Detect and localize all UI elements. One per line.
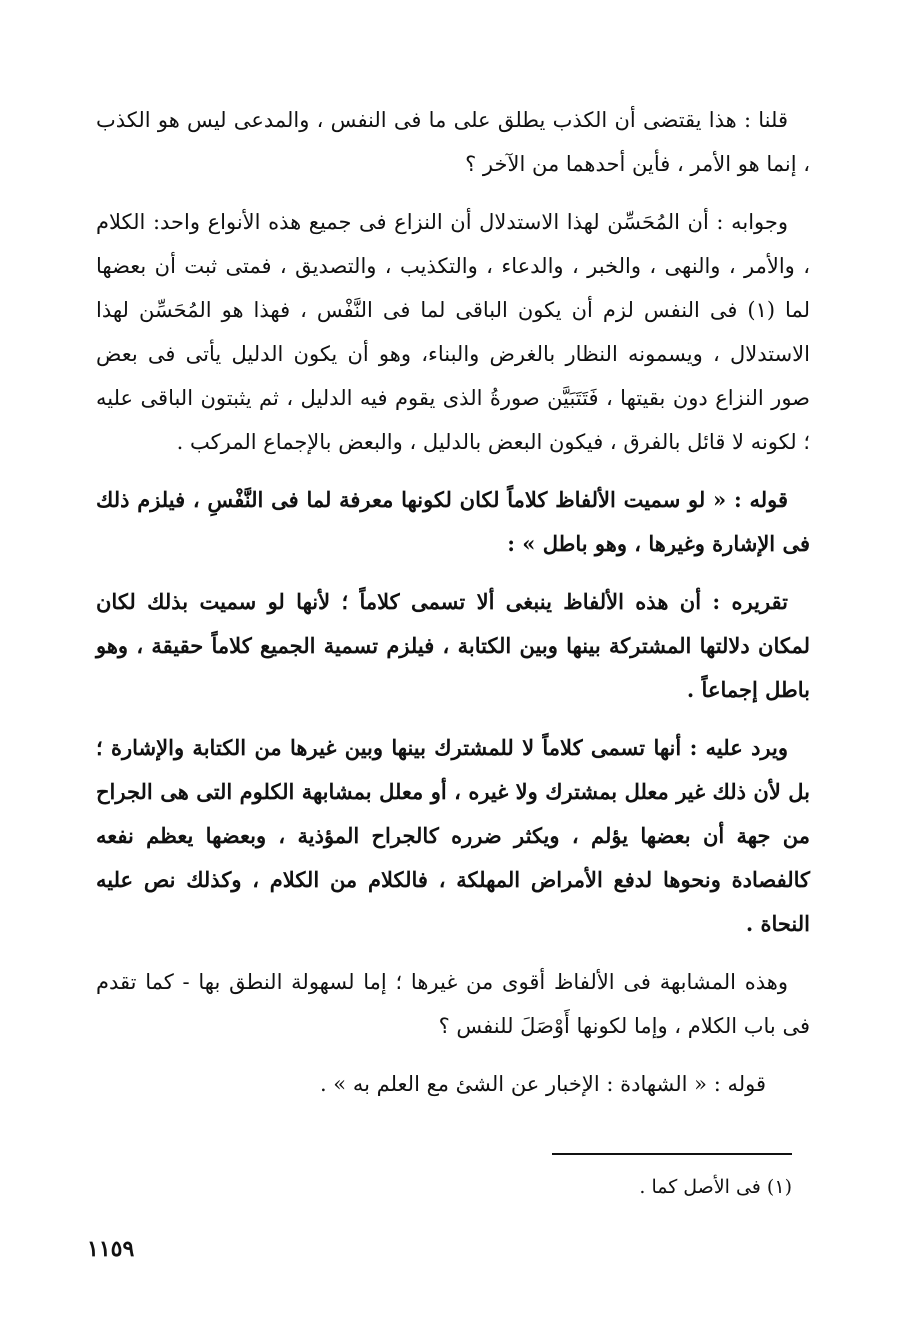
paragraph-yaridu: ويرد عليه : أنها تسمى كلاماً لا للمشترك بينها وبين غيرها من الكتابة والإشارة ؛ بل لأن ذلك غير معلل بمشترك ولا غيره ، أو معلل بمشابهة الكلوم التى هى الجراح من جهة أن بعضها يؤلم ، ويكثر ضرره كالجراح المؤذية ، وبعضها يعظم نفعه كالفصادة ونحوها لدفع الأمراض المهلكة ، فالكلام من الكلام ، وكذلك نص عليه النحاة . [96, 735, 810, 936]
paragraph-qawluh-shahada: قوله : « الشهادة : الإخبار عن الشئ مع العلم به » . [319, 1072, 766, 1096]
paragraph-mushabaha: وهذه المشابهة فى الألفاظ أقوى من غيرها ؛ إما لسهولة النطق بها - كما تقدم فى باب الكلام ، وإما لكونها أَوْصَلَ للنفس ؟ [96, 970, 810, 1038]
footnote: (١) فى الأصل كما . [639, 1176, 792, 1198]
paragraph-qulna: قلنا : هذا يقتضى أن الكذب يطلق على ما فى النفس ، والمدعى ليس هو الكذب ، إنما هو الأمر ، فأين أحدهما من الآخر ؟ [96, 108, 810, 176]
paragraph-qawluh-kalam: قوله : « لو سميت الألفاظ كلاماً لكان لكونها معرفة لما فى النَّفْسِ ، فيلزم ذلك فى الإشارة وغيرها ، وهو باطل » : [96, 487, 810, 556]
main-text [96, 98, 810, 1106]
footnote-divider [552, 1153, 792, 1155]
page-number: ١١٥٩ [87, 1236, 135, 1262]
paragraph-jawabuh: وجوابه : أن المُحَسِّن لهذا الاستدلال أن النزاع فى جميع هذه الأنواع واحد: الكلام ، والأمر ، والنهى ، والخبر ، والدعاء ، والتكذيب ، والتصديق ، فمتى ثبت أن بعضها لما (١) فى النفس لزم أن يكون الباقى لما فى النَّفْس ، فهذا هو المُحَسِّن لهذا الاستدلال ، ويسمونه النظار بالغرض والبناء، وهو أن يكون الدليل يأتى فى بعض صور النزاع دون بقيتها ، فَتَتَبَيَّن صورةُ الذى يقوم فيه الدليل ، ثم يثبتون الباقى عليه ؛ لكونه لا قائل بالفرق ، فيكون البعض بالدليل ، والبعض بالإجماع المركب . [96, 210, 810, 454]
paragraph-taqriruh: تقريره : أن هذه الألفاظ ينبغى ألا تسمى كلاماً ؛ لأنها لو سميت بذلك لكان لمكان دلالتها المشتركة بينها وبين الكتابة ، فيلزم تسمية الجميع كلاماً حقيقة ، وهو باطل إجماعاً . [96, 589, 810, 702]
